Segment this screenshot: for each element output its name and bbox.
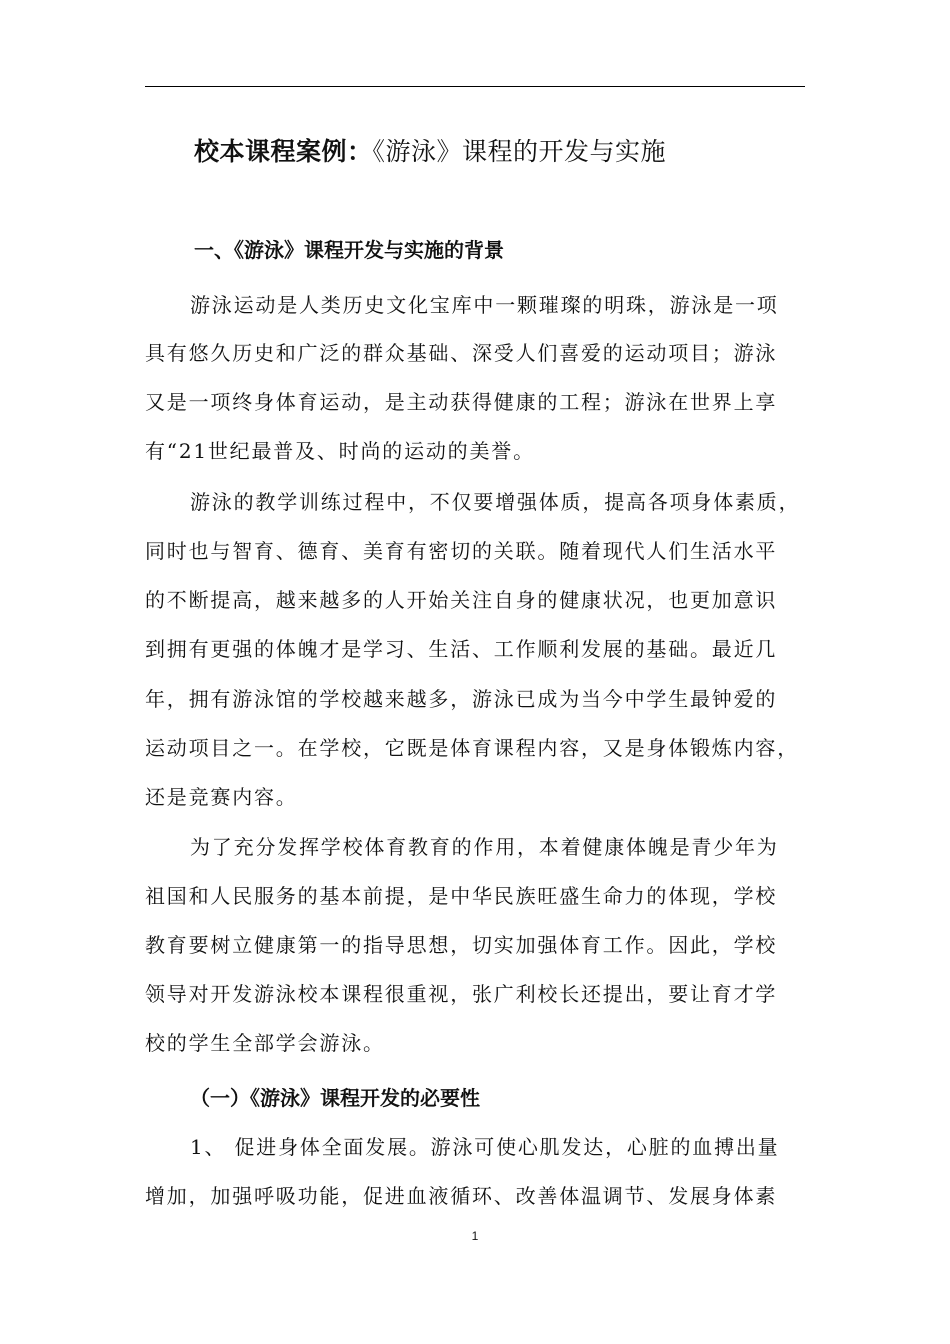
document-title — [194, 136, 666, 168]
paragraph-line: 到拥有更强的体魄才是学习、生活、工作顺利发展的基础。最近几 — [145, 637, 778, 661]
section-heading-1: 一、《游泳》课程开发与实施的背景 — [194, 238, 504, 262]
page-number: 1 — [471, 1229, 479, 1243]
paragraph-line: 校的学生全部学会游泳。 — [145, 1031, 385, 1055]
paragraph-line: 的不断提高，越来越多的人开始关注自身的健康状况，也更加意识 — [145, 588, 778, 612]
paragraph-line: 运动项目之一。在学校，它既是体育课程内容，又是身体锻炼内容， — [145, 736, 799, 760]
paragraph-line: 具有悠久历史和广泛的群众基础、深受人们喜爱的运动项目；游泳 — [145, 341, 778, 365]
paragraph-line: 有“21世纪最普及、时尚的运动的美誉。 — [145, 439, 535, 463]
title-regular-part: 《游泳》课程的开发与实施 — [372, 137, 667, 166]
paragraph-line: 还是竞赛内容。 — [145, 785, 298, 809]
paragraph-line: 又是一项终身体育运动，是主动获得健康的工程；游泳在世界上享 — [145, 390, 778, 414]
paragraph-line: 为了充分发挥学校体育教育的作用，本着健康体魄是青少年为 — [190, 835, 779, 859]
title-bold-part: 校本课程案例： — [194, 137, 373, 166]
paragraph-line: 1、 促进身体全面发展。游泳可使心肌发达，心脏的血搏出量 — [190, 1135, 780, 1159]
paragraph-line: 年，拥有游泳馆的学校越来越多，游泳已成为当今中学生最钟爱的 — [145, 687, 778, 711]
paragraph-line: 游泳的教学训练过程中，不仅要增强体质，提高各项身体素质， — [190, 490, 801, 514]
header-rule — [145, 86, 805, 87]
section-heading-2: （一）《游泳》课程开发的必要性 — [190, 1086, 480, 1110]
paragraph-line: 增加，加强呼吸功能，促进血液循环、改善体温调节、发展身体素 — [145, 1184, 778, 1208]
paragraph-line: 教育要树立健康第一的指导思想，切实加强体育工作。因此，学校 — [145, 933, 778, 957]
paragraph-line: 游泳运动是人类历史文化宝库中一颗璀璨的明珠，游泳是一项 — [190, 293, 779, 317]
paragraph-line: 领导对开发游泳校本课程很重视，张广利校长还提出，要让育才学 — [145, 982, 778, 1006]
paragraph-line: 同时也与智育、德育、美育有密切的关联。随着现代人们生活水平 — [145, 539, 778, 563]
paragraph-line: 祖国和人民服务的基本前提，是中华民族旺盛生命力的体现，学校 — [145, 884, 778, 908]
